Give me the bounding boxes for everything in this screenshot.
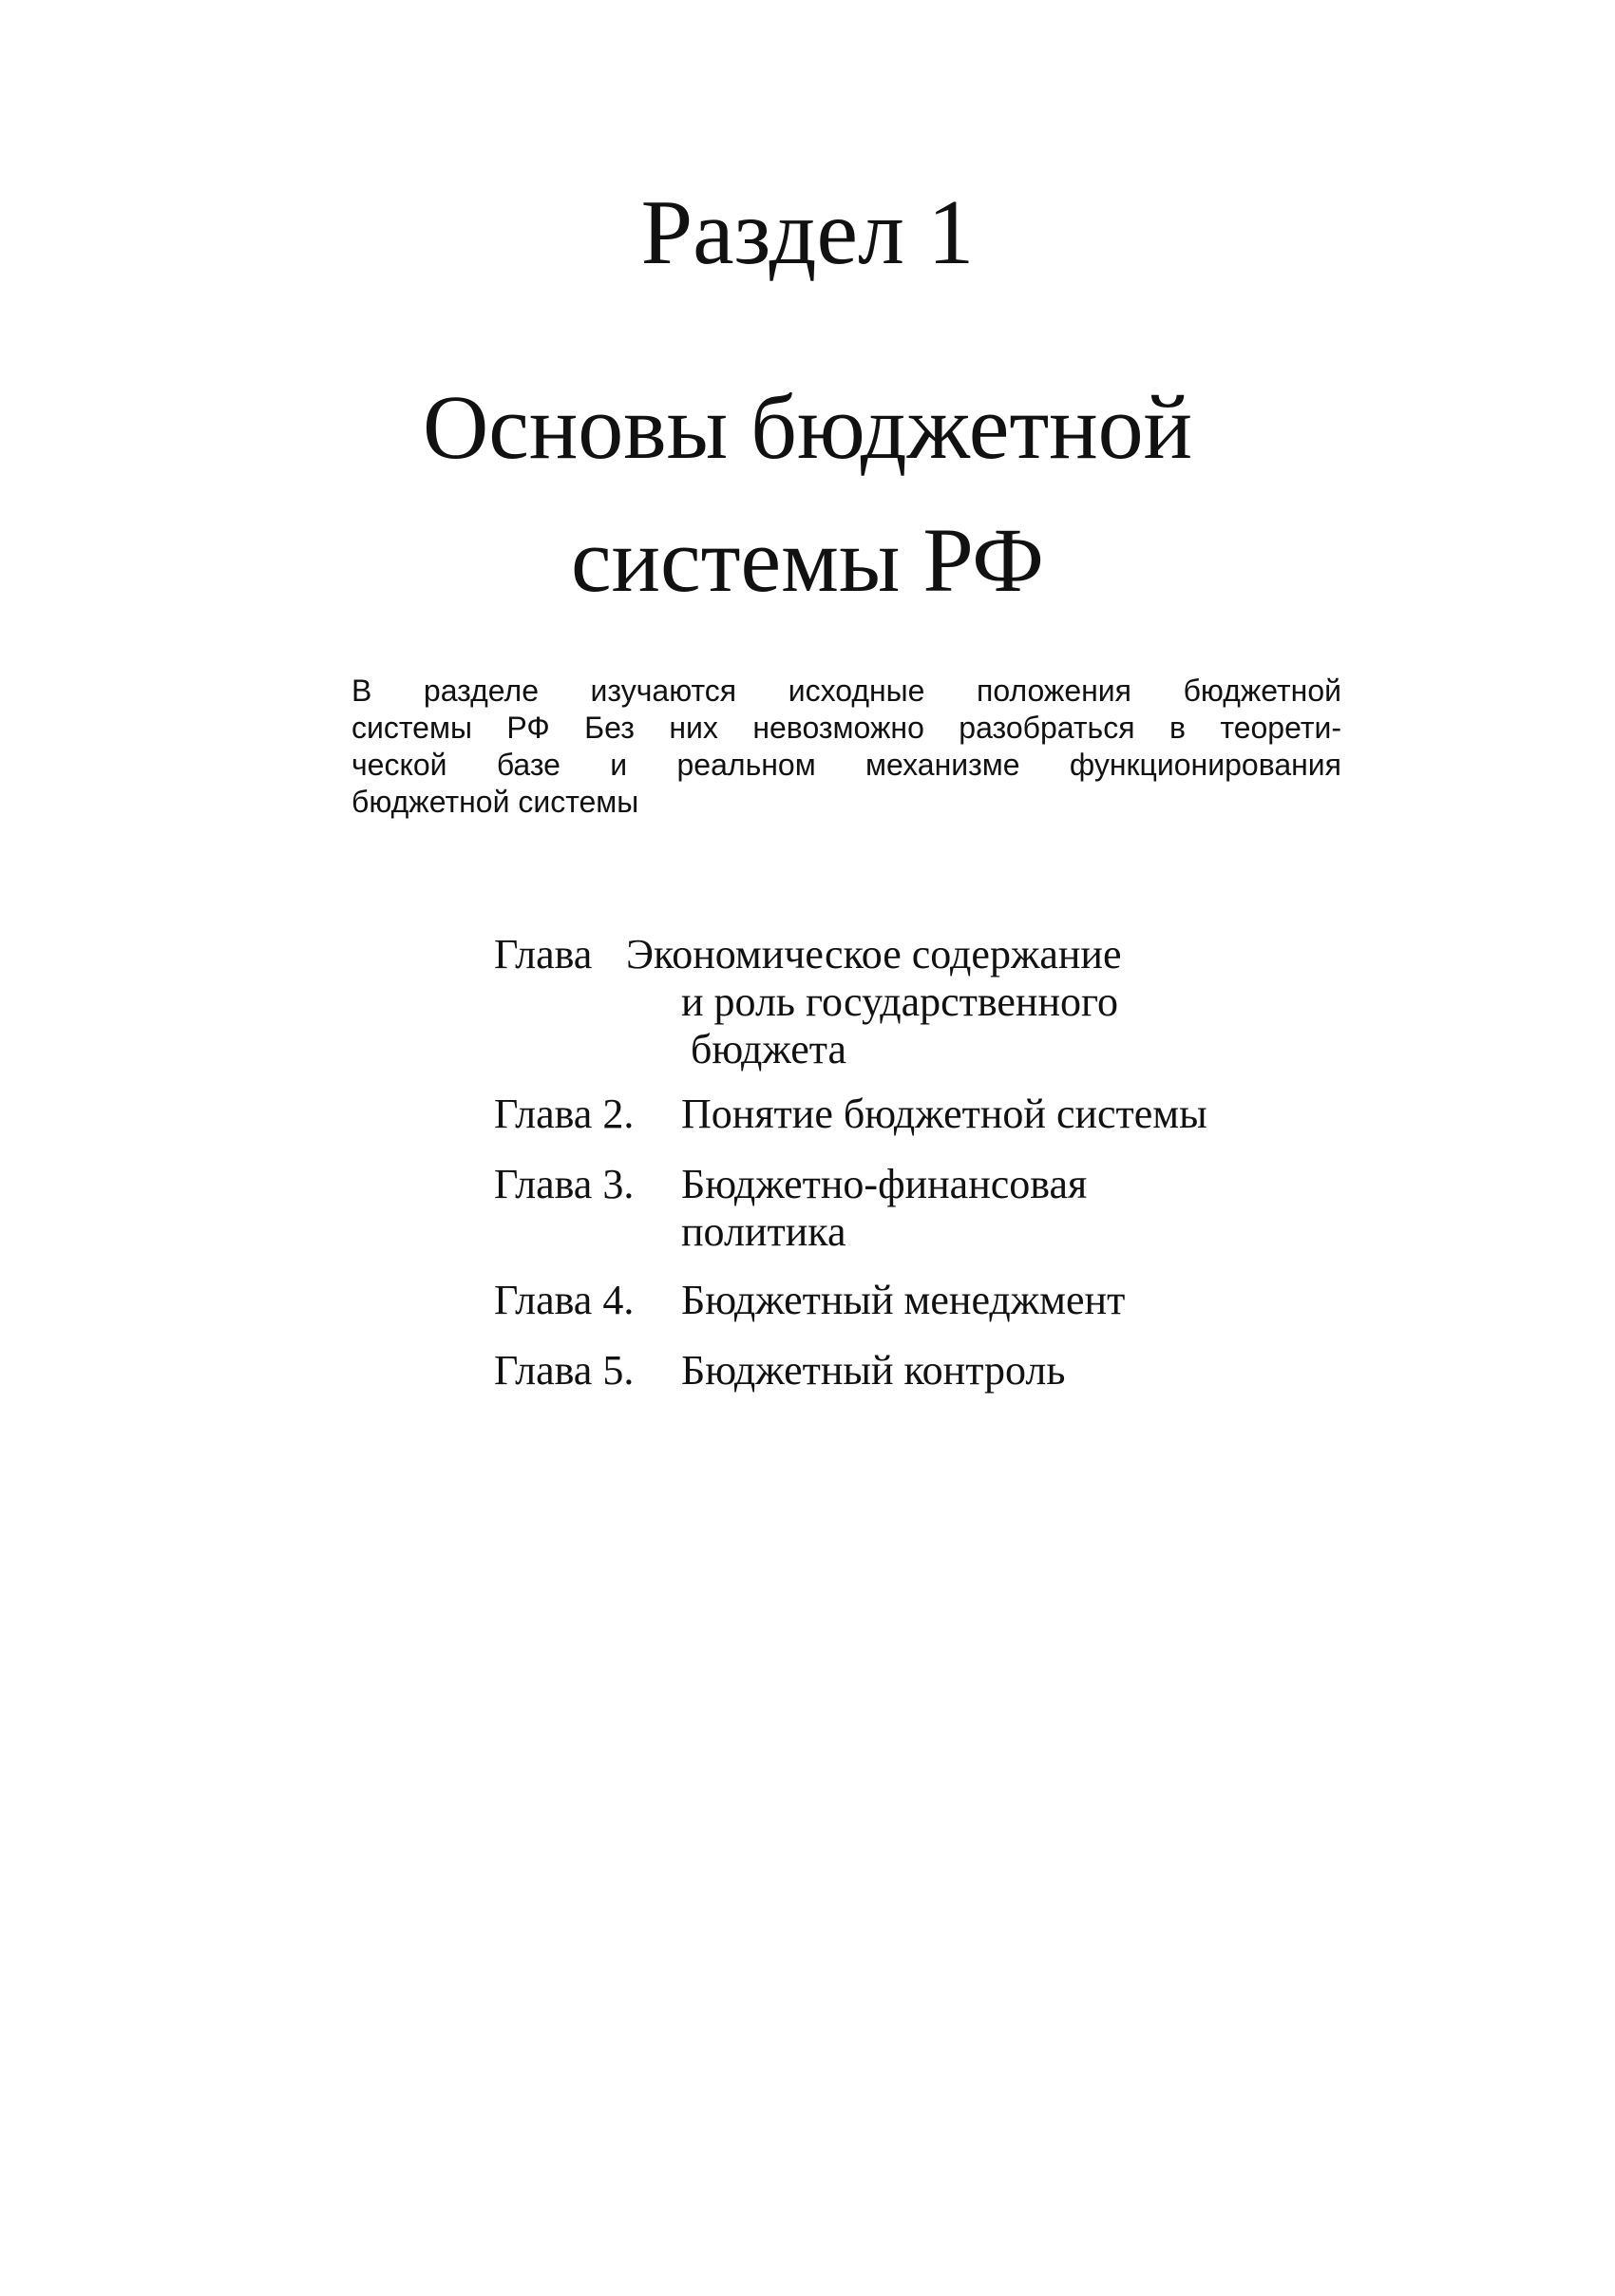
intro-line: В разделе изучаются исходные положения бюджетной <box>352 674 1341 708</box>
toc-title-line: Понятие бюджетной системы <box>681 1091 1207 1137</box>
toc-chapter-number: Глава 2. <box>494 1091 635 1137</box>
toc-title-line: Бюджетно-финансовая <box>681 1161 1088 1207</box>
toc-title-line: бюджета <box>691 1026 847 1072</box>
toc-chapter-number: Глава 5. <box>494 1347 635 1394</box>
toc-chapter-number: Глава 3. <box>494 1161 635 1207</box>
toc-title-line: Бюджетный менеджмент <box>681 1277 1126 1323</box>
toc-chapter-title <box>681 1347 1065 1395</box>
toc-title-line: политика <box>681 1208 846 1255</box>
toc-title-line: Экономическое содержание <box>626 931 1122 977</box>
section-heading: Раздел 1 <box>640 181 975 284</box>
toc-title-line: Бюджетный контроль <box>681 1347 1066 1394</box>
intro-line: бюджетной системы <box>352 785 639 819</box>
toc-entry-chapter-4[interactable] <box>494 1277 1586 1324</box>
page-title-line-1: Основы бюджетной <box>422 376 1193 478</box>
toc-entry-chapter-3[interactable] <box>494 1161 1586 1256</box>
toc-chapter-number: Глава 4. <box>494 1277 635 1323</box>
toc-title-line: и роль государственного <box>681 978 1118 1025</box>
toc-chapter-title <box>681 1161 1087 1256</box>
toc-chapter-title <box>626 931 1122 1073</box>
toc-entry-chapter-1[interactable] <box>494 931 1586 1073</box>
intro-line: ческой базе и реальном механизме функционирования <box>352 748 1341 782</box>
toc-chapter-title <box>681 1091 1207 1138</box>
intro-line: системы РФ Без них невозможно разобраться в теорети- <box>352 711 1341 745</box>
section-intro-paragraph <box>352 673 1341 821</box>
toc-entry-chapter-5[interactable] <box>494 1347 1586 1395</box>
table-of-contents <box>494 931 1586 1395</box>
page-title-line-2: системы РФ <box>571 509 1044 611</box>
toc-chapter-title <box>681 1277 1125 1324</box>
toc-chapter-number: Глава <box>494 931 593 977</box>
toc-entry-chapter-2[interactable] <box>494 1091 1586 1138</box>
